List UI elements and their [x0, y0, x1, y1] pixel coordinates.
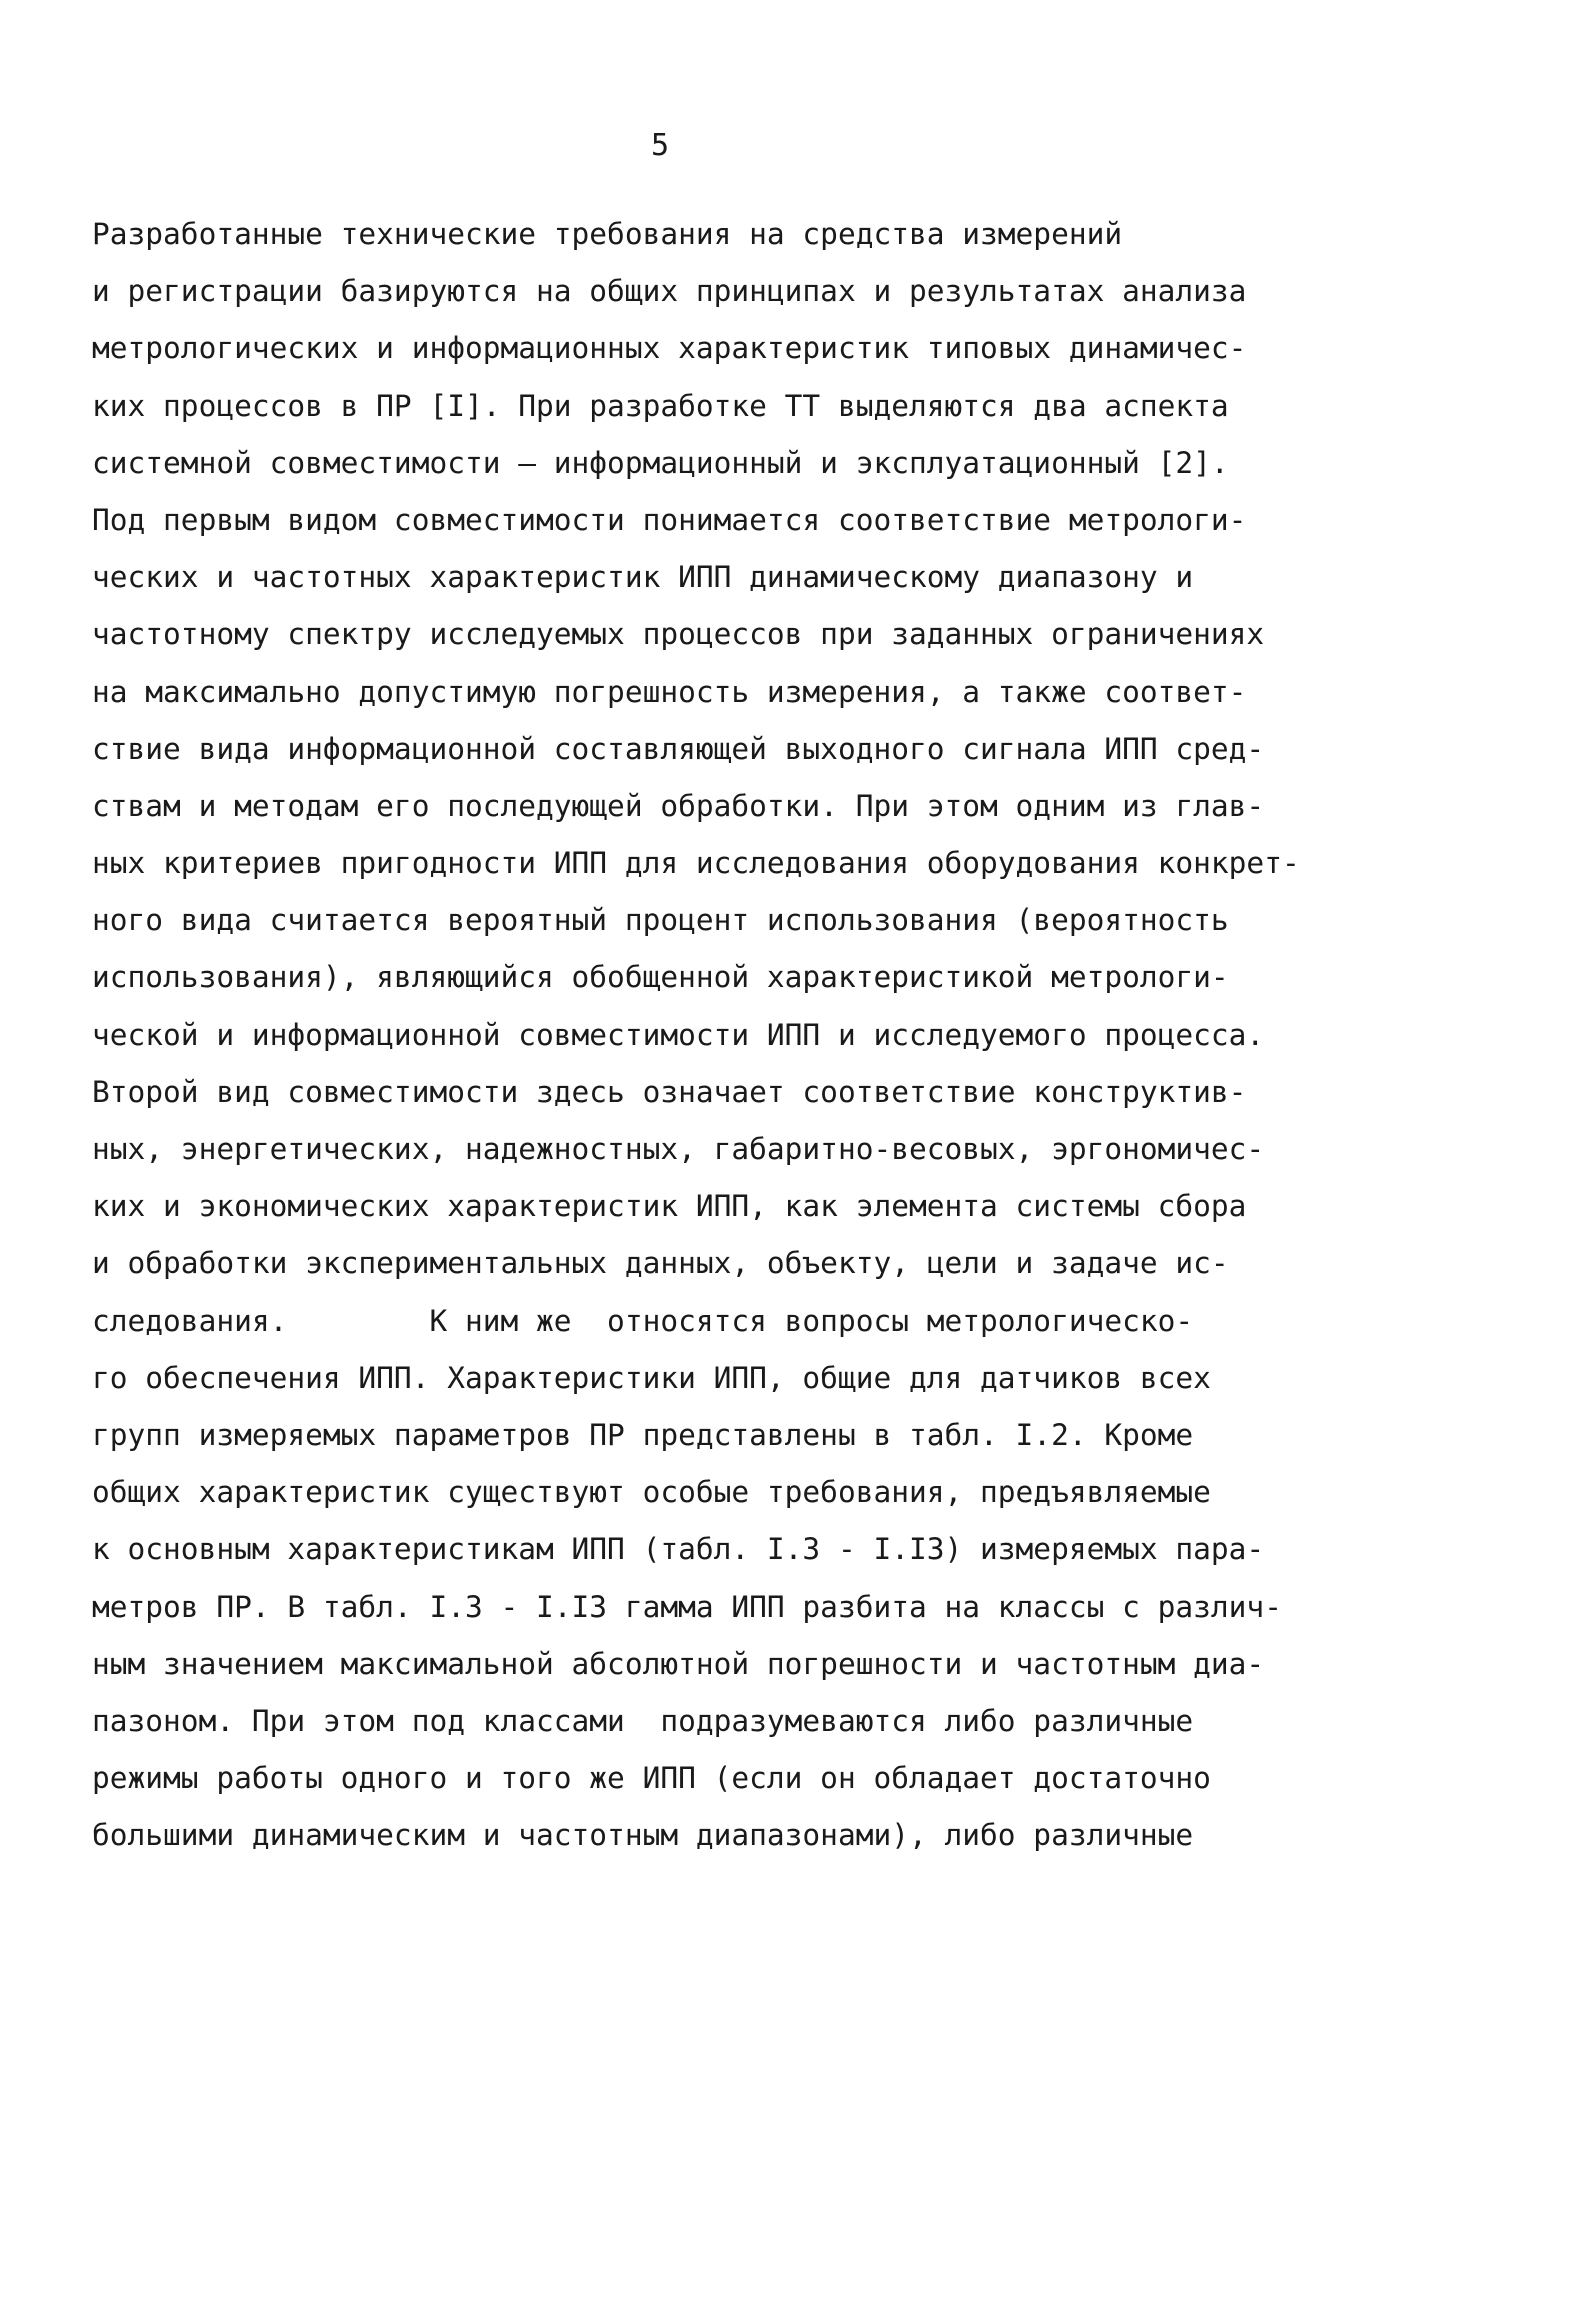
text-line: ствие вида информационной составляющей выходного сигнала ИПП сред-: [92, 731, 1265, 766]
text-line: Второй вид совместимости здесь означает соответствие конструктив-: [92, 1074, 1247, 1109]
text-line: системной совместимости – информационный и эксплуатационный [2].: [92, 445, 1229, 480]
text-line: и регистрации базируются на общих принципах и результатах анализа: [92, 274, 1247, 309]
text-line: следования. К ним же относятся вопросы метрологическо-: [92, 1303, 1194, 1338]
text-line: ческой и информационной совместимости ИПП и исследуемого процесса.: [92, 1017, 1265, 1052]
text-line: ких и экономических характеристик ИПП, как элемента системы сбора: [92, 1189, 1247, 1224]
text-line: режимы работы одного и того же ИПП (если он обладает достаточно: [92, 1761, 1211, 1796]
text-line: метрологических и информационных характеристик типовых динамичес-: [92, 331, 1247, 366]
text-line: пазоном. При этом под классами подразумеваются либо различные: [92, 1703, 1194, 1738]
text-line: на максимально допустимую погрешность измерения, а также соответ-: [92, 674, 1247, 709]
text-line: ствам и методам его последующей обработки. При этом одним из глав-: [92, 788, 1265, 823]
body-text: [92, 206, 1312, 1864]
text-line: к основным характеристикам ИПП (табл. I.3 - I.I3) измеряемых пара-: [92, 1532, 1265, 1567]
text-line: ких процессов в ПР [I]. При разработке ТТ выделяются два аспекта: [92, 388, 1229, 423]
text-line: ного вида считается вероятный процент использования (вероятность: [92, 903, 1229, 938]
text-line: и обработки экспериментальных данных, объекту, цели и задаче ис-: [92, 1246, 1229, 1281]
text-line: ных критериев пригодности ИПП для исследования оборудования конкрет-: [92, 846, 1300, 881]
text-line: Под первым видом совместимости понимается соответствие метрологи-: [92, 502, 1247, 537]
text-line: ческих и частотных характеристик ИПП динамическому диапазону и: [92, 560, 1194, 595]
text-line: частотному спектру исследуемых процессов при заданных ограничениях: [92, 617, 1265, 652]
text-line: ных, энергетических, надежностных, габаритно-весовых, эргономичес-: [92, 1132, 1265, 1166]
text-line: метров ПР. В табл. I.3 - I.I3 гамма ИПП разбита на классы с различ-: [92, 1589, 1282, 1624]
text-line: большими динамическим и частотным диапазонами), либо различные: [92, 1818, 1194, 1853]
text-line: общих характеристик существуют особые требования, предъявляемые: [92, 1475, 1211, 1510]
text-line: го обеспечения ИПП. Характеристики ИПП, общие для датчиков всех: [92, 1360, 1211, 1395]
page-number: 5: [650, 128, 670, 163]
text-line: использования), являющийся обобщенной характеристикой метрологи-: [92, 960, 1229, 995]
text-line: групп измеряемых параметров ПР представлены в табл. I.2. Кроме: [92, 1417, 1194, 1452]
text-line: Разработанные технические требования на средства измерений: [92, 217, 1123, 251]
text-line: ным значением максимальной абсолютной погрешности и частотным диа-: [92, 1646, 1265, 1681]
